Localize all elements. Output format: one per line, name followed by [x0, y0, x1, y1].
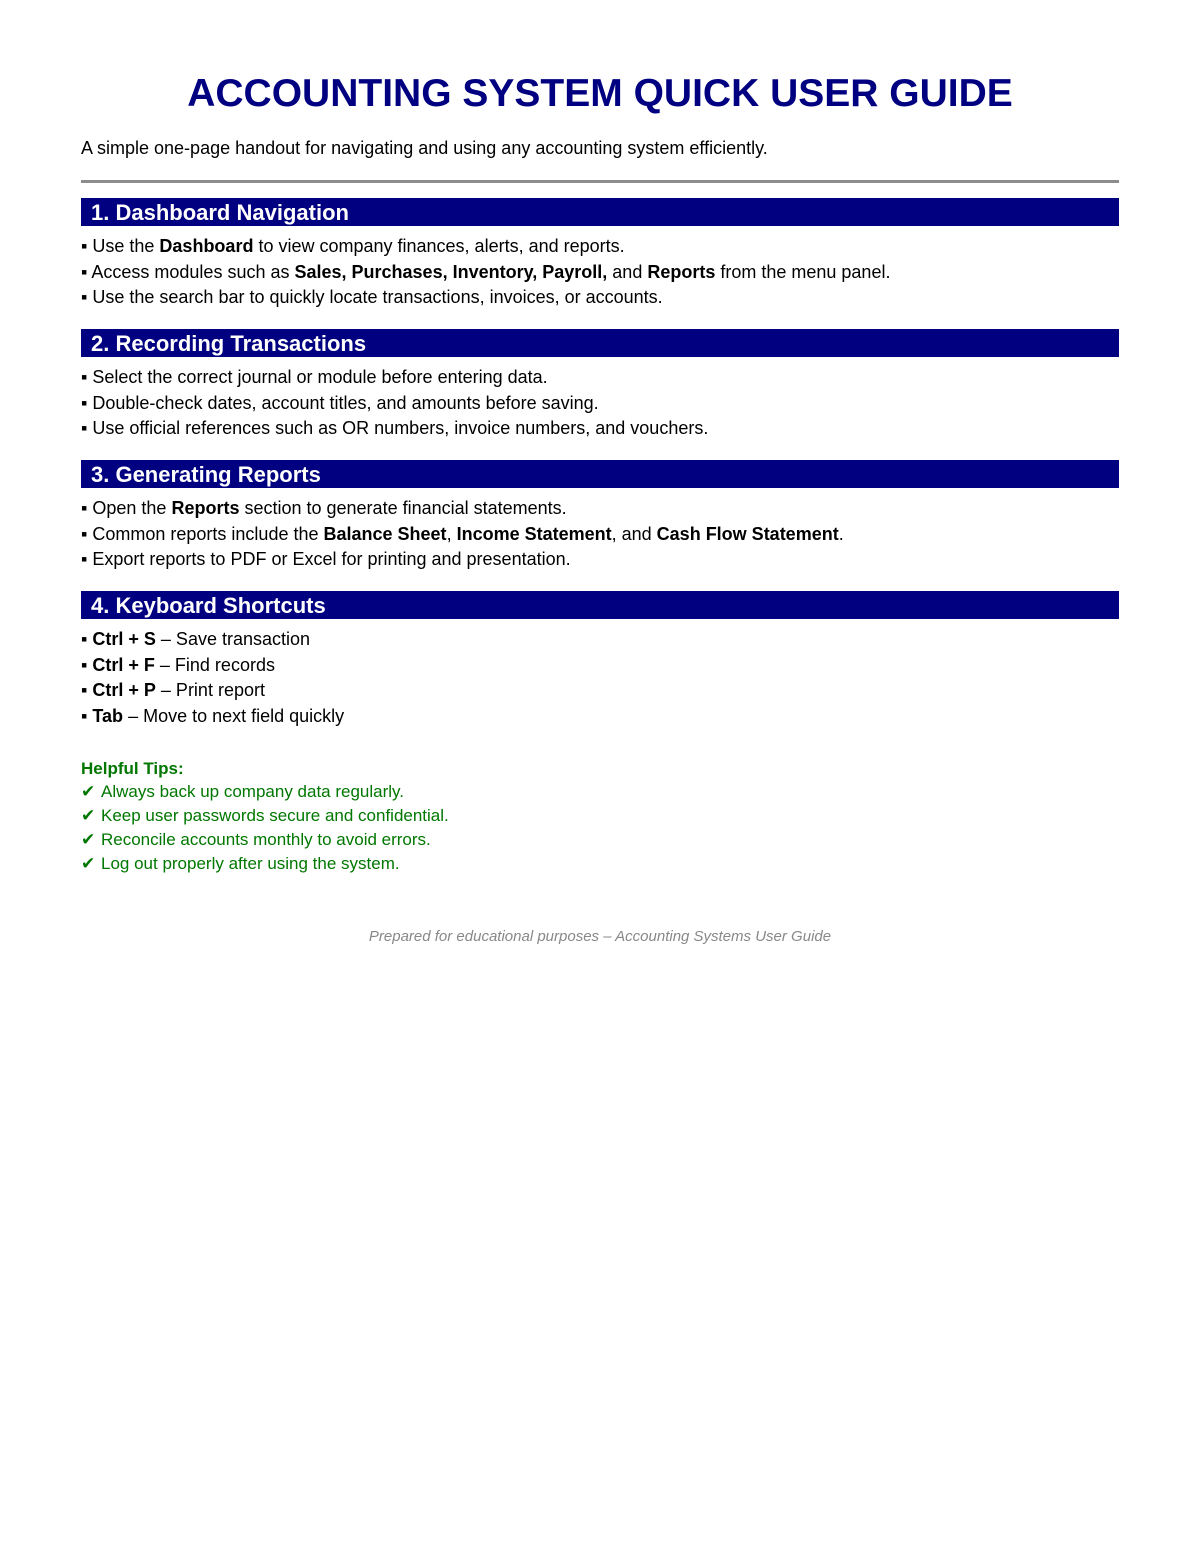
- section-generating-reports: [81, 460, 1119, 573]
- section-heading: 1. Dashboard Navigation: [81, 198, 1119, 226]
- checkmark-icon: ✔: [81, 782, 96, 801]
- section-body: [81, 365, 1119, 442]
- list-item: ▪ Double-check dates, account titles, and amounts before saving.: [81, 392, 599, 413]
- list-item: ▪ Export reports to PDF or Excel for printing and presentation.: [81, 549, 571, 570]
- tips-heading: Helpful Tips:: [81, 759, 184, 778]
- section-keyboard-shortcuts: [81, 591, 1119, 729]
- section-dashboard-navigation: [81, 198, 1119, 311]
- section-heading: 2. Recording Transactions: [81, 329, 1119, 357]
- section-heading: 3. Generating Reports: [81, 460, 1119, 488]
- section-body: [81, 234, 1119, 311]
- list-item: ▪ Ctrl + P – Print report: [81, 680, 265, 701]
- section-body: [81, 627, 1119, 729]
- tip-item: ✔ Keep user passwords secure and confidential.: [81, 804, 449, 828]
- tip-item: ✔ Reconcile accounts monthly to avoid errors.: [81, 828, 449, 852]
- list-item: ▪ Use the Dashboard to view company finances, alerts, and reports.: [81, 236, 625, 256]
- list-item: ▪ Use the search bar to quickly locate transactions, invoices, or accounts.: [81, 287, 663, 308]
- checkmark-icon: ✔: [81, 830, 96, 849]
- list-item: ▪ Select the correct journal or module before entering data.: [81, 367, 548, 387]
- helpful-tips: [81, 758, 449, 876]
- page-subtitle: A simple one-page handout for navigating and using any accounting system efficiently.: [81, 138, 768, 158]
- section-body: [81, 496, 1119, 573]
- section-recording-transactions: [81, 329, 1119, 442]
- list-item: ▪ Ctrl + F – Find records: [81, 654, 275, 675]
- checkmark-icon: ✔: [81, 854, 96, 873]
- list-item: ▪ Access modules such as Sales, Purchases, Inventory, Payroll, and Reports from the menu panel.: [81, 261, 891, 282]
- section-heading: 4. Keyboard Shortcuts: [81, 591, 1119, 619]
- list-item: ▪ Use official references such as OR numbers, invoice numbers, and vouchers.: [81, 418, 709, 439]
- list-item: ▪ Common reports include the Balance Sheet, Income Statement, and Cash Flow Statement.: [81, 523, 844, 544]
- page-title: ACCOUNTING SYSTEM QUICK USER GUIDE: [187, 72, 1013, 115]
- tip-item: ✔ Log out properly after using the system.: [81, 852, 449, 876]
- checkmark-icon: ✔: [81, 806, 96, 825]
- divider: [81, 180, 1119, 183]
- tip-item: ✔ Always back up company data regularly.: [81, 780, 449, 804]
- page-footer: Prepared for educational purposes – Accounting Systems User Guide: [368, 928, 832, 945]
- list-item: ▪ Tab – Move to next field quickly: [81, 705, 345, 726]
- list-item: ▪ Open the Reports section to generate financial statements.: [81, 498, 567, 518]
- list-item: ▪ Ctrl + S – Save transaction: [81, 629, 311, 649]
